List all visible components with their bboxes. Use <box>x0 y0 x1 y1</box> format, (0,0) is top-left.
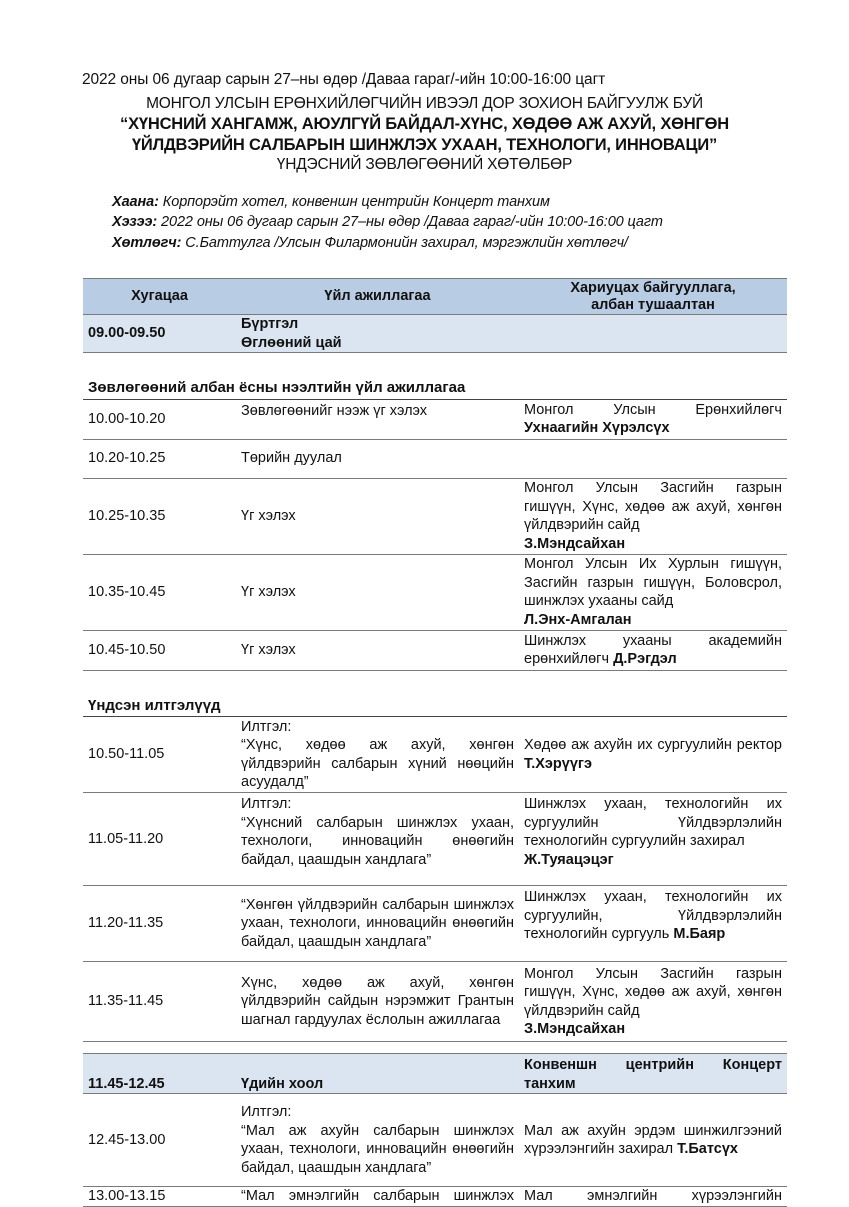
event-title-line-2: ҮЙЛДВЭРИЙН САЛБАРЫН ШИНЖЛЭХ УХААН, ТЕХНОЛОГИ, ИННОВАЦИ” <box>131 136 718 154</box>
cell-time: 13.00-13.15 <box>83 1187 236 1207</box>
cell-responsible <box>519 1094 787 1187</box>
meta-when-label: Хэзээ: <box>112 214 158 230</box>
cell-activity <box>236 1094 519 1187</box>
responsible-org: Шинжлэх ухаан, технологийн их сургуулийн, Үйлдвэрлэлийн технологийн сургууль <box>524 889 782 942</box>
table-row <box>83 1094 787 1187</box>
cell-time: 10.50-11.05 <box>83 717 236 793</box>
cell-activity: Үг хэлэх <box>236 478 519 554</box>
cell-activity: “Мал эмнэлгийн салбарын шинжлэх <box>236 1187 519 1207</box>
table-row <box>83 962 787 1042</box>
column-header-responsible <box>519 279 787 315</box>
responsible-org: Шинжлэх ухааны академийн ерөнхийлөгч <box>524 632 782 667</box>
responsible-org: Монгол Улсын Ерөнхийлөгч <box>524 401 782 418</box>
activity-line: Бүртгэл <box>241 316 299 332</box>
cell-responsible <box>519 793 787 886</box>
column-header-responsible-line-1: Хариуцах байгууллага, <box>570 280 736 296</box>
meta-host-value: С.Баттулга /Улсын Филармонийн захирал, мэргэжлийн хөтлөгч/ <box>181 235 628 251</box>
cell-time: 11.05-11.20 <box>83 793 236 886</box>
event-subtitle: ҮНДЭСНИЙ ЗӨВЛӨГӨӨНИЙ ХӨТӨЛБӨР <box>276 156 573 173</box>
table-row <box>83 399 787 439</box>
cell-time: 10.00-10.20 <box>83 399 236 439</box>
meta-when-value: 2022 оны 06 дугаар сарын 27–ны өдөр /Даваа гараг/-ийн 10:00-16:00 цагт <box>157 214 663 230</box>
table-row <box>83 478 787 554</box>
cell-responsible: Мал эмнэлгийн хүрээлэнгийн <box>519 1187 787 1207</box>
cell-time: 11.35-11.45 <box>83 962 236 1042</box>
cell-responsible <box>519 886 787 962</box>
table-row-registration <box>83 315 787 353</box>
responsible-person: Ж.Туяацэцэг <box>524 851 614 868</box>
cell-activity: Хүнс, хөдөө аж ахуй, хөнгөн үйлдвэрийн сайдын нэрэмжит Грантын шагнал гардуулах ёслолын ажиллагаа <box>236 962 519 1042</box>
responsible-person: Л.Энх-Амгалан <box>524 611 632 628</box>
column-header-activity: Үйл ажиллагаа <box>236 279 519 315</box>
table-row <box>83 630 787 670</box>
table-row <box>83 439 787 478</box>
report-label: Илтгэл: <box>241 718 292 735</box>
report-label: Илтгэл: <box>241 1104 292 1120</box>
cell-activity: Үг хэлэх <box>236 630 519 670</box>
event-title-line-1: “ХҮНСНИЙ ХАНГАМЖ, АЮУЛГҮЙ БАЙДАЛ-ХҮНС, ХӨДӨӨ АЖ АХУЙ, ХӨНГӨН <box>120 115 729 133</box>
meta-where-label: Хаана: <box>112 194 159 210</box>
responsible-org: Монгол Улсын Их Хурлын гишүүн, Засгийн газрын гишүүн, Боловсрол, шинжлэх ухааны сайд <box>524 556 782 609</box>
cell-time: 10.20-10.25 <box>83 439 236 478</box>
cell-responsible <box>519 554 787 630</box>
section-title: Үндсэн илтгэлүүд <box>83 670 787 717</box>
section-heading-opening <box>83 353 787 400</box>
table-row-lunch <box>83 1054 787 1094</box>
responsible-org: Шинжлэх ухаан, технологийн их сургуулийн Үйлдвэрлэлийн технологийн сургуулийн захирал <box>524 796 782 849</box>
spacer <box>83 1042 787 1054</box>
section-heading-reports <box>83 670 787 717</box>
table-header-row <box>83 279 787 315</box>
table-row <box>83 717 787 793</box>
cell-responsible <box>519 439 787 478</box>
report-title: “Мал аж ахуйн салбарын шинжлэх ухаан, технологи, инновацийн өнөөгийн байдал, цаашдын хандлага” <box>241 1122 514 1176</box>
responsible-person: З.Мэндсайхан <box>524 1021 626 1037</box>
cell-time: 10.45-10.50 <box>83 630 236 670</box>
responsible-org: Мал аж ахуйн эрдэм шинжилгээний хүрээлэнгийн захирал <box>524 1122 782 1157</box>
cell-responsible <box>519 717 787 793</box>
meta-host <box>112 235 628 251</box>
responsible-person: Ухнаагийн Хүрэлсүх <box>524 420 670 436</box>
cell-responsible <box>519 315 787 353</box>
cell-responsible: Конвеншн центрийн Концерт танхим <box>519 1054 787 1094</box>
spacer-row <box>83 1042 787 1054</box>
meta-where-value: Корпорэйт хотел, конвеншн центрийн Концерт танхим <box>158 194 550 210</box>
cell-time: 10.25-10.35 <box>83 478 236 554</box>
cell-activity <box>236 793 519 886</box>
table-row <box>83 554 787 630</box>
organizer-line: МОНГОЛ УЛСЫН ЕРӨНХИЙЛӨГЧИЙН ИВЭЭЛ ДОР ЗОХИОН БАЙГУУЛЖ БУЙ <box>146 95 703 112</box>
report-label: Илтгэл: <box>241 796 292 812</box>
cell-activity: Үдийн хоол <box>236 1054 519 1094</box>
cell-activity: Зөвлөгөөнийг нээж үг хэлэх <box>236 399 519 439</box>
responsible-person: М.Баяр <box>673 926 726 942</box>
report-title: “Хүнс, хөдөө аж ахуй, хөнгөн үйлдвэрийн салбарын хүний нөөцийн асуудалд” <box>241 737 514 790</box>
cell-activity: Үг хэлэх <box>236 554 519 630</box>
cell-time: 09.00-09.50 <box>83 315 236 353</box>
responsible-person: Т.Батсүх <box>677 1141 738 1157</box>
table-row <box>83 793 787 886</box>
schedule-table <box>83 278 787 1207</box>
cell-time: 11.45-12.45 <box>83 1054 236 1094</box>
report-title: “Хүнсний салбарын шинжлэх ухаан, технологи, инновацийн өнөөгийн байдал, цаашдын хандлага” <box>241 814 514 868</box>
cell-responsible <box>519 962 787 1042</box>
column-header-time: Хугацаа <box>83 279 236 315</box>
cell-activity <box>236 717 519 793</box>
cell-responsible <box>519 478 787 554</box>
event-date-line: 2022 оны 06 дугаар сарын 27–ны өдөр /Даваа гараг/-ийн 10:00-16:00 цагт <box>82 71 606 88</box>
cell-responsible <box>519 630 787 670</box>
section-title: Зөвлөгөөний албан ёсны нээлтийн үйл ажиллагаа <box>83 353 787 400</box>
cell-time: 12.45-13.00 <box>83 1094 236 1187</box>
event-title <box>60 114 789 156</box>
responsible-org: Монгол Улсын Засгийн газрын гишүүн, Хүнс, хөдөө аж ахуй, хөнгөн үйлдвэрийн сайд <box>524 965 782 1019</box>
cell-activity: Төрийн дуулал <box>236 439 519 478</box>
responsible-person: З.Мэндсайхан <box>524 535 626 552</box>
responsible-org: Хөдөө аж ахуйн их сургуулийн ректор <box>524 737 782 753</box>
responsible-person: Д.Рэгдэл <box>613 651 677 667</box>
meta-where <box>112 194 550 210</box>
responsible-org: Монгол Улсын Засгийн газрын гишүүн, Хүнс, хөдөө аж ахуй, хөнгөн үйлдвэрийн сайд <box>524 480 782 533</box>
meta-host-label: Хөтлөгч: <box>112 235 182 251</box>
cell-responsible <box>519 399 787 439</box>
meta-when <box>112 214 663 230</box>
column-header-responsible-line-2: албан тушаалтан <box>591 297 715 313</box>
table-row <box>83 1187 787 1207</box>
cell-time: 10.35-10.45 <box>83 554 236 630</box>
cell-activity: “Хөнгөн үйлдвэрийн салбарын шинжлэх ухаан, технологи, инновацийн өнөөгийн байдал, цаашдын хандлага” <box>236 886 519 962</box>
table-row <box>83 886 787 962</box>
activity-line: Өглөөний цай <box>241 334 342 351</box>
cell-activity <box>236 315 519 353</box>
cell-time: 11.20-11.35 <box>83 886 236 962</box>
responsible-person: Т.Хэрүүгэ <box>524 755 592 772</box>
